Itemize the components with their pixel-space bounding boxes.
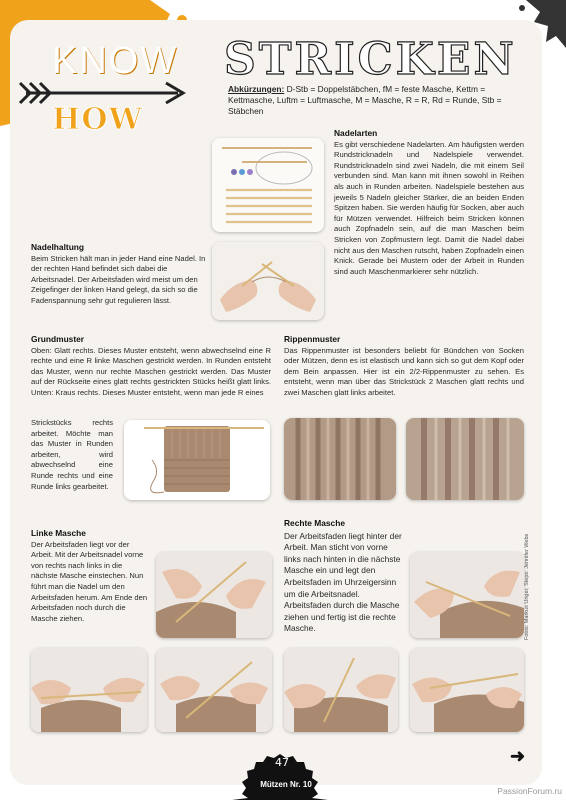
page-title: STRICKEN: [224, 34, 517, 85]
how-label: HOW: [52, 102, 144, 137]
section-rechte-masche: [284, 518, 402, 635]
rib-pattern-photo-1: [284, 418, 396, 500]
abbreviations-label: Abkürzungen:: [228, 84, 285, 94]
abbreviations-text: D-Stb = Doppelstäbchen, fM = feste Masche, Kettm = Kettmasche, Luftm = Luftmasche, M = Masche, R = R, Rd = Runde, Stb = Stäbchen: [228, 84, 502, 116]
grundmuster-body-side: Strickstücks rechts arbeitet. Möchte man das Muster in Runden arbeiten, wird abwechselnd eine Runde rechts und eine Runde links gearbeitet.: [31, 418, 113, 491]
watermark: PassionForum.ru: [497, 786, 562, 796]
linke-masche-step-photo-2: [31, 648, 147, 732]
rippenmuster-heading: Rippenmuster: [284, 334, 341, 344]
nadelhaltung-body: Beim Stricken hält man in jeder Hand eine Nadel. In der rechten Hand befindet sich dabei die Arbeitsnadel. Der Arbeitsfaden wird meist um den Zeigefinger der linken Hand gelegt, da sich so die Fadenspannung sehr gut regulieren lässt.: [31, 253, 206, 305]
linke-masche-step-photo-3: [156, 648, 272, 732]
grundmuster-body-top: Oben: Glatt rechts. Dieses Muster entsteht, wenn abwechselnd eine R rechte und eine R linke Maschen gestrickt werden. In Runden entsteht das Muster, wenn nur rechte Maschen gestrickt werden. Das Muster auf der Rückseite eines glatt rechts gestrickten Stücks heißt glatt links. Unten: Kraus rechts. Dieses Muster entsteht, wenn man jede R eines: [31, 345, 271, 397]
section-linke-masche: [31, 528, 149, 624]
nadelarten-body: Es gibt verschiedene Nadelarten. Am häufigsten werden Rundstricknadeln und Nadelspiele verwendet. Rundstricknadeln sind zwei Nadeln, die mit einem Seil verbunden sind. Man kann mit ihnen sowohl in Reihen als auch in Runden arbeiten. Nadelspiele bestehen aus jeweils 5 Nadeln gleicher Stärker, die an beiden Enden Spitzen haben. Sie werden häufig für Socken, aber auch für Mützen verwendet. Hilfreich beim Stricken können auch Zopfnadeln sein, auf die man Maschen beim Stricken von Zopfmustern legt. Damit die Nadel dabei nicht aus den Maschen rutscht, haben Zopfnadeln einen Knick. Gerade bei Mustern oder der Arbeit in Runden sind auch Maschenmarkierer sehr nützlich.: [334, 139, 524, 276]
section-nadelhaltung: [31, 242, 211, 307]
linke-masche-body: Der Arbeitsfaden liegt vor der Arbeit. Mit der Arbeitsnadel vorne von rechts nach links in die nächste Masche einstechen. Nun führt man die Nadel um den Arbeitsfaden herum. Am Ende den Arbeitsfaden noch durch die Masche ziehen.: [31, 539, 148, 623]
nadelarten-heading: Nadelarten: [334, 128, 378, 138]
section-grundmuster: [31, 334, 271, 399]
grundmuster-heading: Grundmuster: [31, 334, 85, 344]
rechte-masche-step-photo-1: [410, 552, 524, 638]
rechte-masche-step-photo-2: [284, 648, 398, 732]
rechte-masche-step-photo-3: [410, 648, 524, 732]
section-rippenmuster: [284, 334, 524, 399]
rechte-masche-body: Der Arbeitsfaden liegt hinter der Arbeit. Man sticht von vorne links nach hinten in die nächste Masche ein und legt den Arbeitsfaden im Uhrzeigersinn um die Arbeitsnadel. Arbeitsfaden durch die Masche ziehen und fertig ist die rechte Masche.: [284, 530, 402, 634]
nadelhaltung-heading: Nadelhaltung: [31, 242, 85, 252]
rib-pattern-photo-2: [406, 418, 524, 500]
know-label: KNOW: [52, 40, 179, 82]
next-page-arrow-icon[interactable]: ➜: [510, 746, 526, 766]
magazine-issue: Mützen Nr. 10: [260, 780, 312, 789]
page-number: 47: [275, 756, 289, 769]
abbreviations: [228, 84, 528, 117]
grundmuster-side: [31, 418, 113, 492]
needle-holding-photo: [212, 242, 324, 320]
swatch-photo: [124, 420, 270, 500]
linke-masche-step-photo-1: [156, 552, 272, 638]
linke-masche-heading: Linke Masche: [31, 528, 86, 538]
needle-types-photo: [212, 138, 324, 232]
rippenmuster-body: Das Rippenmuster ist besonders beliebt für Bündchen von Socken oder Mützen, denn es ist elastisch und kann sich so gut dem Kopf oder dem Bein anpassen. Hier ist ein 2/2-Rippenmuster zu sehen. Es entsteht, wenn man über das Strickstück 2 Maschen glatt rechts und zwei Maschen glatt links arbeitet.: [284, 345, 524, 397]
rechte-masche-heading: Rechte Masche: [284, 518, 345, 528]
photo-credit: Fotos: Markus Unger, Steps: Jennifer Webs: [524, 533, 530, 640]
section-nadelarten: [334, 128, 524, 277]
